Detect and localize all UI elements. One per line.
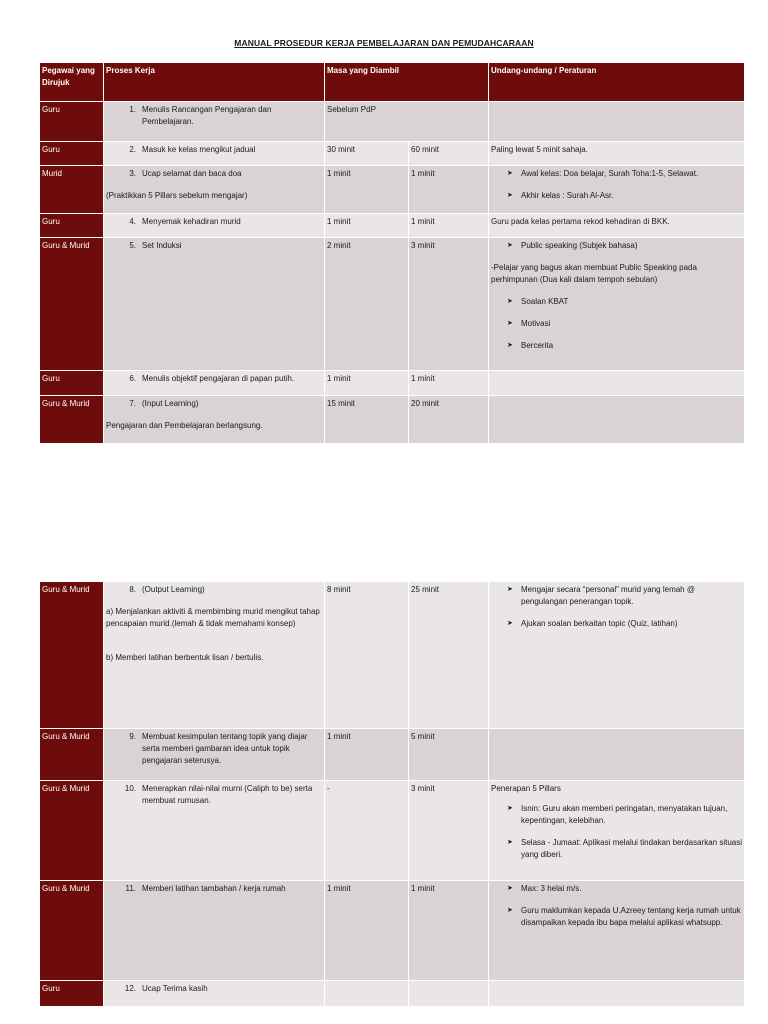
time-min-cell: 1 minit bbox=[325, 729, 409, 781]
arrow-bullet-icon: ➤ bbox=[507, 342, 513, 349]
law-cell bbox=[489, 582, 745, 729]
list-item: ➤ Mengajar secara “personal” murid yang lemah @ pengulangan penerangan topik. bbox=[507, 585, 695, 606]
process-cell bbox=[104, 166, 325, 214]
role-cell: Murid bbox=[40, 166, 104, 214]
time-max-cell: 20 minit bbox=[409, 396, 489, 444]
list-item: ➤ Guru maklumkan kepada U.Azreey tentang kerja rumah untuk disampaikan kepada ibu bapa melalui aplikasi whatsupp. bbox=[507, 906, 741, 927]
role-cell: Guru bbox=[40, 981, 104, 1007]
law-cell bbox=[489, 238, 745, 371]
role-cell: Guru & Murid bbox=[40, 781, 104, 881]
step-number: 3. bbox=[129, 169, 136, 178]
step-note-a: a) Menjalankan aktiviti & membimbing murid mengikut tahap pencapaian murid.(lemah & tidak memahami konsep) bbox=[106, 607, 320, 628]
list-item: ➤ Soalan KBAT bbox=[507, 297, 569, 306]
time-max-cell: 5 minit bbox=[409, 729, 489, 781]
arrow-bullet-icon: ➤ bbox=[507, 320, 513, 327]
process-cell bbox=[104, 981, 325, 1007]
process-cell bbox=[104, 102, 325, 142]
list-item: ➤ Max: 3 helai m/s. bbox=[507, 884, 582, 893]
step-text: Memberi latihan tambahan / kerja rumah bbox=[142, 884, 286, 893]
time-max-cell: 1 minit bbox=[409, 214, 489, 238]
header-role: Pegawai yang Dirujuk bbox=[40, 63, 104, 102]
law-cell bbox=[489, 166, 745, 214]
step-text: Menulis objektif pengajaran di papan putih. bbox=[142, 374, 295, 383]
arrow-bullet-icon: ➤ bbox=[507, 885, 513, 892]
process-cell bbox=[104, 781, 325, 881]
time-max-cell: 3 minit bbox=[409, 238, 489, 371]
process-cell bbox=[104, 396, 325, 444]
arrow-bullet-icon: ➤ bbox=[507, 805, 513, 812]
time-min-cell: - bbox=[325, 781, 409, 881]
step-number: 2. bbox=[129, 145, 136, 154]
list-item: ➤ Public speaking (Subjek bahasa) bbox=[507, 241, 638, 250]
role-cell: Guru bbox=[40, 371, 104, 396]
step-text: Menulis Rancangan Pengajaran dan Pembelajaran. bbox=[142, 105, 272, 126]
time-max-cell: 3 minit bbox=[409, 781, 489, 881]
table-row bbox=[40, 166, 745, 214]
procedure-table-part-2 bbox=[39, 581, 745, 1007]
step-number: 4. bbox=[129, 217, 136, 226]
list-item: ➤ Selasa - Jumaat: Aplikasi melalui tindakan berdasarkan situasi yang diberi. bbox=[507, 838, 743, 859]
list-item: ➤ Isnin: Guru akan memberi peringatan, menyatakan tujuan, kepentingan, kelebihan. bbox=[507, 804, 728, 825]
arrow-bullet-icon: ➤ bbox=[507, 242, 513, 249]
step-text: Membuat kesimpulan tentang topik yang diajar serta memberi gambaran idea untuk topik pengajaran seterusya. bbox=[142, 732, 308, 765]
law-cell bbox=[489, 729, 745, 781]
role-cell: Guru & Murid bbox=[40, 582, 104, 729]
arrow-bullet-icon: ➤ bbox=[507, 298, 513, 305]
step-number: 10. bbox=[124, 784, 136, 793]
header-process: Proses Kerja bbox=[104, 63, 325, 102]
law-cell bbox=[489, 981, 745, 1007]
procedure-table-part-1 bbox=[39, 62, 745, 444]
time-cell: Sebelum PdP bbox=[325, 102, 489, 142]
law-heading: Penerapan 5 Pillars bbox=[491, 784, 561, 793]
step-text: Set Induksi bbox=[142, 241, 182, 250]
time-max-cell bbox=[409, 981, 489, 1007]
table-header-row bbox=[40, 63, 745, 102]
table-row bbox=[40, 142, 745, 166]
step-number: 9. bbox=[129, 732, 136, 741]
process-cell bbox=[104, 881, 325, 981]
step-text: Ucap selamat dan baca doa bbox=[142, 169, 242, 178]
table-row bbox=[40, 396, 745, 444]
table-row bbox=[40, 214, 745, 238]
time-min-cell bbox=[325, 981, 409, 1007]
table-row bbox=[40, 371, 745, 396]
role-cell: Guru bbox=[40, 102, 104, 142]
step-note: (Praktikkan 5 Pillars sebelum mengajar) bbox=[106, 191, 248, 200]
process-cell bbox=[104, 142, 325, 166]
role-cell: Guru & Murid bbox=[40, 238, 104, 371]
law-cell bbox=[489, 396, 745, 444]
time-min-cell: 1 minit bbox=[325, 371, 409, 396]
step-number: 12. bbox=[124, 984, 136, 993]
step-text: Menyemak kehadiran murid bbox=[142, 217, 241, 226]
time-min-cell: 1 minit bbox=[325, 881, 409, 981]
role-cell: Guru & Murid bbox=[40, 729, 104, 781]
step-number: 11. bbox=[125, 884, 136, 893]
table-row bbox=[40, 238, 745, 371]
law-cell: Guru pada kelas pertama rekod kehadiran di BKK. bbox=[489, 214, 745, 238]
step-number: 5. bbox=[129, 241, 136, 250]
list-item: ➤ Akhir kelas : Surah Al-Asr. bbox=[507, 191, 614, 200]
list-item: ➤ Bercerita bbox=[507, 341, 554, 350]
role-cell: Guru bbox=[40, 214, 104, 238]
law-cell bbox=[489, 881, 745, 981]
arrow-bullet-icon: ➤ bbox=[507, 170, 513, 177]
step-text: (Input Learning) bbox=[142, 399, 199, 408]
process-cell bbox=[104, 214, 325, 238]
process-cell bbox=[104, 238, 325, 371]
law-cell bbox=[489, 102, 745, 142]
role-cell: Guru bbox=[40, 142, 104, 166]
arrow-bullet-icon: ➤ bbox=[507, 586, 513, 593]
time-max-cell: 1 minit bbox=[409, 881, 489, 981]
time-min-cell: 8 minit bbox=[325, 582, 409, 729]
step-note: Pengajaran dan Pembelajaran berlangsung. bbox=[106, 421, 263, 430]
step-number: 8. bbox=[129, 585, 136, 594]
arrow-bullet-icon: ➤ bbox=[507, 620, 513, 627]
step-number: 7. bbox=[129, 399, 136, 408]
role-cell: Guru & Murid bbox=[40, 396, 104, 444]
list-item: ➤ Motivasi bbox=[507, 319, 551, 328]
process-cell bbox=[104, 371, 325, 396]
law-cell bbox=[489, 781, 745, 881]
time-min-cell: 2 minit bbox=[325, 238, 409, 371]
table-row bbox=[40, 102, 745, 142]
time-min-cell: 15 minit bbox=[325, 396, 409, 444]
law-cell: Paling lewat 5 minit sahaja. bbox=[489, 142, 745, 166]
role-cell: Guru & Murid bbox=[40, 881, 104, 981]
time-min-cell: 30 minit bbox=[325, 142, 409, 166]
time-min-cell: 1 minit bbox=[325, 166, 409, 214]
process-cell bbox=[104, 729, 325, 781]
law-cell bbox=[489, 371, 745, 396]
arrow-bullet-icon: ➤ bbox=[507, 192, 513, 199]
list-item: ➤ Ajukan soalan berkaitan topic (Quiz, latihan) bbox=[507, 619, 678, 628]
table-row bbox=[40, 881, 745, 981]
step-text: Menerapkan nilai-nilai murni (Caliph to be) serta membuat rumusan. bbox=[142, 784, 313, 805]
list-item: ➤ Awal kelas: Doa belajar, Surah Toha:1-5, Selawat. bbox=[507, 169, 699, 178]
time-min-cell: 1 minit bbox=[325, 214, 409, 238]
step-number: 6. bbox=[129, 374, 136, 383]
table-row bbox=[40, 981, 745, 1007]
table-row bbox=[40, 582, 745, 729]
step-text: Ucap Terima kasih bbox=[142, 984, 208, 993]
document-title: MANUAL PROSEDUR KERJA PEMBELAJARAN DAN PEMUDAHCARAAN bbox=[234, 38, 534, 48]
table-row bbox=[40, 729, 745, 781]
arrow-bullet-icon: ➤ bbox=[507, 907, 513, 914]
arrow-bullet-icon: ➤ bbox=[507, 839, 513, 846]
law-note: -Pelajar yang bagus akan membuat Public Speaking pada perhimpunan (Dua kali dalam tempoh sebulan) bbox=[491, 263, 697, 284]
step-number: 1. bbox=[129, 105, 136, 114]
time-max-cell: 1 minit bbox=[409, 371, 489, 396]
table-row bbox=[40, 781, 745, 881]
time-max-cell: 60 minit bbox=[409, 142, 489, 166]
header-law: Undang-undang / Peraturan bbox=[489, 63, 745, 102]
step-note-b: b) Memberi latihan berbentuk lisan / bertulis. bbox=[106, 653, 264, 662]
header-time: Masa yang Diambil bbox=[325, 63, 489, 102]
step-text: (Output Learning) bbox=[142, 585, 205, 594]
step-text: Masuk ke kelas mengikut jadual bbox=[142, 145, 256, 154]
time-max-cell: 25 minit bbox=[409, 582, 489, 729]
process-cell bbox=[104, 582, 325, 729]
time-max-cell: 1 minit bbox=[409, 166, 489, 214]
